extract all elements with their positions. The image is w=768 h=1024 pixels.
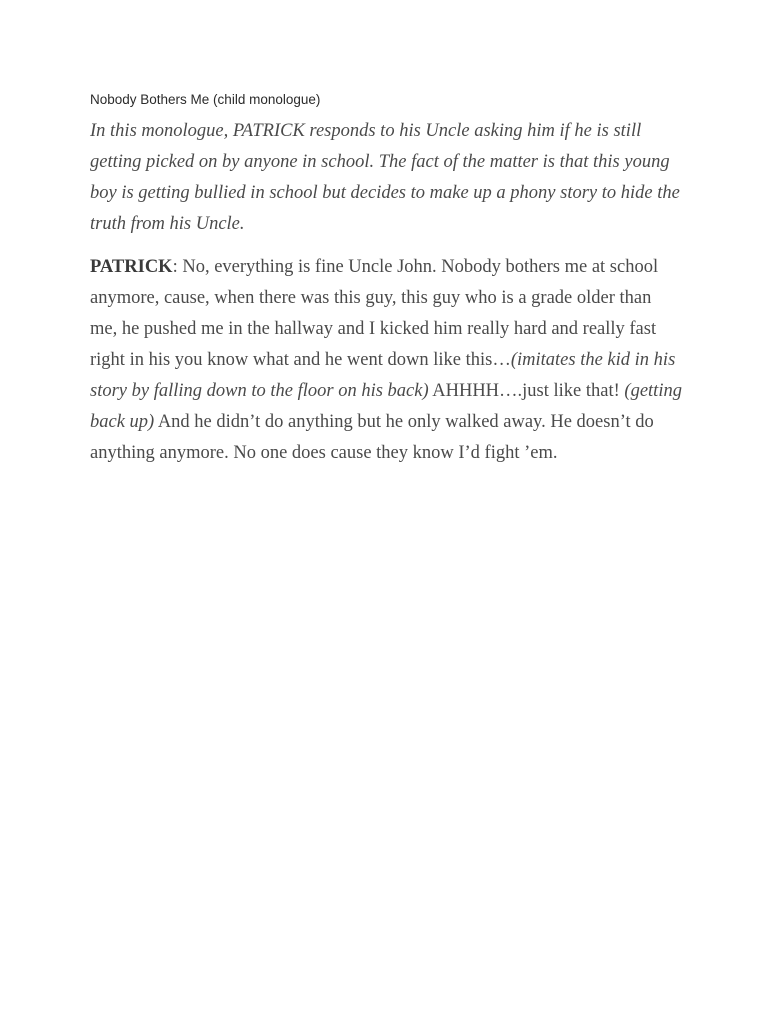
speaker-name: PATRICK [90,257,173,277]
document-page [90,90,682,469]
monologue-part-2: AHHHH….just like that! [428,381,625,401]
monologue-text [90,252,682,469]
monologue-introduction: In this monologue, PATRICK responds to his Uncle asking him if he is still getting picked on by anyone in school. The fact of the matter is that this young boy is getting bullied in school but decides to make up a phony story to hide the truth from his Uncle. [90,121,680,234]
stage-direction-1: (imitates the kid in his story by falling down to the floor on his back) [90,350,676,401]
monologue-part-1: : No, everything is fine Uncle John. Nobody bothers me at school anymore, cause, when there was this guy, this guy who is a grade older than me, he pushed me in the hallway and I kicked him really hard and really fast right in his you know what and he went down like this… [90,257,659,370]
stage-direction-2: (getting back up) [90,381,682,432]
monologue-part-3: And he didn’t do anything but he only walked away. He doesn’t do anything anymore. No one does cause they know I’d fight ’em. [90,412,654,463]
document-title: Nobody Bothers Me (child monologue) [90,92,321,107]
